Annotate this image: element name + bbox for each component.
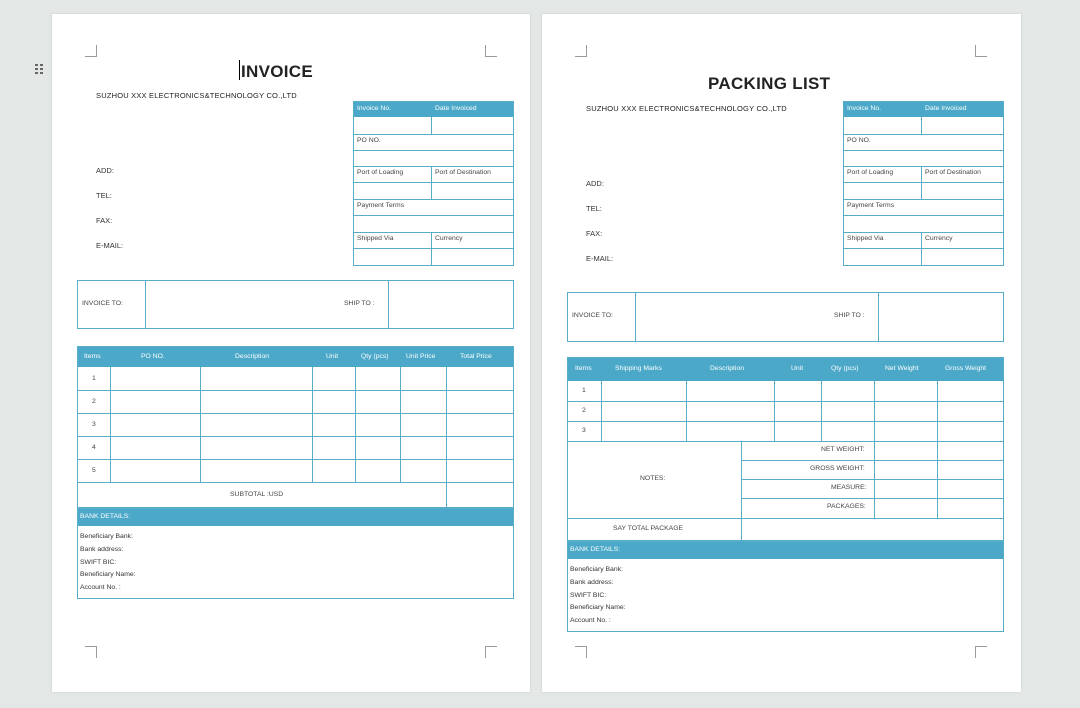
bank-details-label: BANK DETAILS:	[570, 546, 621, 553]
invoice-to-box	[77, 280, 514, 329]
invoice-bank-details	[77, 508, 514, 599]
packing-bank-details	[567, 541, 1004, 632]
date-invoiced-label: Date Invoiced	[435, 105, 477, 112]
col-unit: Unit	[326, 353, 339, 360]
beneficiary-bank-label: Beneficiary Bank:	[570, 566, 623, 573]
col-net-weight: Net Weight	[885, 365, 919, 372]
tel-label: TEL:	[96, 191, 112, 200]
crop-mark	[85, 646, 97, 658]
col-description: Description	[710, 365, 744, 372]
account-no-label: Account No. :	[80, 584, 121, 591]
shipped-via-label: Shipped Via	[847, 235, 884, 242]
row-number-1: 1	[582, 387, 586, 394]
col-description: Description	[235, 353, 269, 360]
row-number-2: 2	[92, 398, 96, 405]
port-of-destination-label: Port of Destination	[925, 169, 981, 176]
col-unit: Unit	[791, 365, 804, 372]
col-items: Items	[84, 353, 101, 360]
row-number-4: 4	[92, 444, 96, 451]
crop-mark	[575, 45, 587, 57]
packing-list-title[interactable]: PACKING LIST	[708, 74, 831, 93]
row-number-1: 1	[92, 375, 96, 382]
add-label: ADD:	[96, 166, 114, 175]
crop-mark	[975, 646, 987, 658]
invoice-to-label: INVOICE TO:	[82, 300, 123, 307]
packing-info-box	[843, 101, 1004, 266]
company-name: SUZHOU XXX ELECTRONICS&TECHNOLOGY CO.,LTD	[96, 91, 297, 100]
invoice-info-box	[353, 101, 514, 266]
col-qty: Qty (pcs)	[361, 353, 389, 360]
row-number-3: 3	[582, 427, 586, 434]
fax-label: FAX:	[586, 229, 603, 238]
ship-to-label: SHIP TO :	[834, 312, 865, 319]
col-total-price: Total Price	[460, 353, 492, 360]
port-of-loading-label: Port of Loading	[847, 169, 894, 176]
ship-to-label: SHIP TO :	[344, 300, 375, 307]
email-label: E-MAIL:	[96, 241, 124, 250]
col-items: Items	[575, 365, 592, 372]
crop-mark	[485, 45, 497, 57]
payment-terms-label: Payment Terms	[357, 202, 405, 209]
row-number-2: 2	[582, 407, 586, 414]
crop-mark	[85, 45, 97, 57]
say-total-package-label: SAY TOTAL PACKAGE	[613, 525, 684, 532]
drag-handle-icon[interactable]	[35, 64, 43, 76]
company-name: SUZHOU XXX ELECTRONICS&TECHNOLOGY CO.,LTD	[586, 104, 787, 113]
port-of-destination-label: Port of Destination	[435, 169, 491, 176]
currency-label: Currency	[925, 235, 953, 242]
crop-mark	[575, 646, 587, 658]
row-number-3: 3	[92, 421, 96, 428]
net-weight-label: NET WEIGHT:	[821, 446, 865, 453]
packages-label: PACKAGES:	[827, 503, 866, 510]
invoice-no-label: Invoice No.	[847, 105, 882, 112]
invoice-page	[52, 14, 530, 692]
crop-mark	[485, 646, 497, 658]
date-invoiced-label: Date Invoiced	[925, 105, 967, 112]
bank-details-label: BANK DETAILS:	[80, 513, 131, 520]
invoice-to-label: INVOICE TO:	[572, 312, 613, 319]
bank-header-bar	[568, 542, 1003, 559]
po-no-label: PO NO.	[847, 137, 871, 144]
beneficiary-bank-label: Beneficiary Bank:	[80, 533, 133, 540]
measure-label: MEASURE:	[831, 484, 867, 491]
shipped-via-label: Shipped Via	[357, 235, 394, 242]
invoice-no-label: Invoice No.	[357, 105, 392, 112]
invoice-title[interactable]: INVOICE	[241, 62, 314, 81]
col-gross-weight: Gross Weight	[945, 365, 987, 372]
account-no-label: Account No. :	[570, 617, 611, 624]
email-label: E-MAIL:	[586, 254, 614, 263]
subtotal-label: SUBTOTAL :USD	[230, 491, 284, 498]
beneficiary-name-label: Beneficiary Name:	[570, 604, 626, 611]
invoice-to-box	[567, 292, 1004, 342]
packing-items-table	[567, 357, 1004, 541]
swift-bic-label: SWIFT BIC:	[570, 592, 607, 599]
fax-label: FAX:	[96, 216, 113, 225]
payment-terms-label: Payment Terms	[847, 202, 895, 209]
tel-label: TEL:	[586, 204, 602, 213]
port-of-loading-label: Port of Loading	[357, 169, 404, 176]
bank-address-label: Bank address:	[80, 546, 124, 553]
col-unit-price: Unit Price	[406, 353, 436, 360]
packing-list-page	[542, 14, 1021, 692]
invoice-items-table	[77, 346, 514, 508]
text-cursor	[239, 60, 240, 80]
add-label: ADD:	[586, 179, 604, 188]
bank-address-label: Bank address:	[570, 579, 614, 586]
col-qty: Qty (pcs)	[831, 365, 859, 372]
swift-bic-label: SWIFT BIC:	[80, 559, 117, 566]
col-po-no: PO NO.	[141, 353, 165, 360]
notes-label: NOTES:	[640, 475, 666, 482]
col-shipping-marks: Shipping Marks	[615, 365, 662, 372]
beneficiary-name-label: Beneficiary Name:	[80, 571, 136, 578]
crop-mark	[975, 45, 987, 57]
currency-label: Currency	[435, 235, 463, 242]
po-no-label: PO NO.	[357, 137, 381, 144]
bank-header-bar	[78, 509, 513, 526]
gross-weight-label: GROSS WEIGHT:	[810, 465, 865, 472]
row-number-5: 5	[92, 467, 96, 474]
